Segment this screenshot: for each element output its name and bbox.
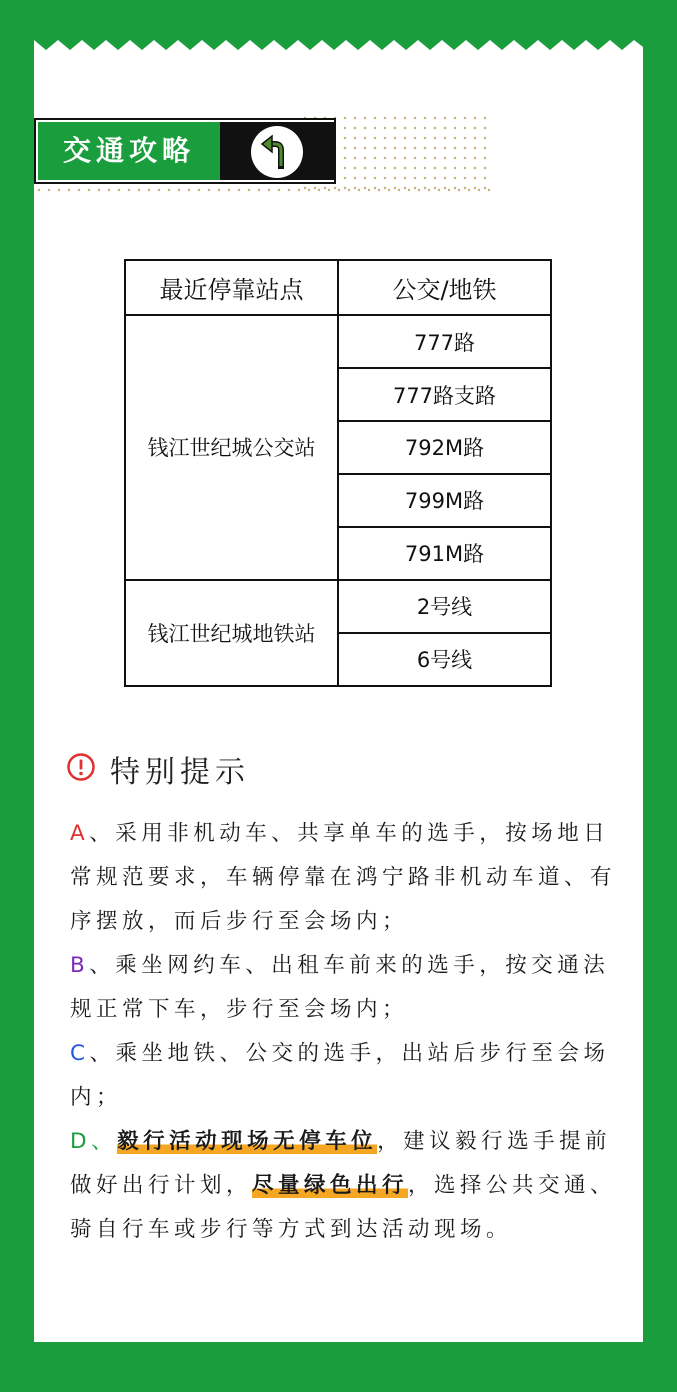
zigzag-edge [34, 40, 643, 54]
highlight-no-parking: 毅行活动现场无停车位 [117, 1129, 378, 1154]
line-cell: 792M路 [338, 421, 551, 474]
tip-letter: B [70, 953, 90, 978]
alert-icon [66, 752, 96, 782]
table-row [125, 580, 551, 633]
highlight-green-travel: 尽量绿色出行 [252, 1173, 409, 1198]
tip-separator: 、 [91, 1129, 118, 1154]
tip-text: ，建议毅行选手提前做好出行计划， [70, 1129, 612, 1198]
tip-text: 、乘坐地铁、公交的选手，出站后步行至会场内； [70, 1041, 610, 1110]
tip-letter: C [70, 1041, 90, 1066]
tip-item-d [70, 1120, 618, 1252]
line-cell: 777路 [338, 315, 551, 368]
tips-list [70, 812, 618, 1252]
tip-letter: A [70, 821, 90, 846]
transit-table [124, 259, 552, 687]
line-cell: 777路支路 [338, 368, 551, 421]
line-cell: 791M路 [338, 527, 551, 580]
table-row [125, 315, 551, 368]
tip-text: 、乘坐网约车、出租车前来的选手，按交通法规正常下车，步行至会场内； [70, 953, 610, 1022]
tips-title: 特别提示 [110, 755, 250, 790]
line-cell: 2号线 [338, 580, 551, 633]
line-cell: 799M路 [338, 474, 551, 527]
dot-pattern-row [34, 185, 490, 195]
tip-text: 、采用非机动车、共享单车的选手，按场地日常规范要求，车辆停靠在鸿宁路非机动车道、有序摆放，而后步行至会场内； [70, 821, 617, 934]
tip-letter: D [70, 1129, 92, 1154]
tip-text: ，选择公共交通、骑自行车或步行等方式到达活动现场。 [70, 1173, 617, 1242]
station-cell: 钱江世纪城地铁站 [125, 580, 338, 686]
section-title: 交通攻略 [38, 122, 220, 180]
table-header-station: 最近停靠站点 [125, 260, 338, 315]
table-header-row [125, 260, 551, 315]
tip-item-b [70, 944, 618, 1032]
table-header-line: 公交/地铁 [338, 260, 551, 315]
station-cell: 钱江世纪城公交站 [125, 315, 338, 580]
tip-item-c [70, 1032, 618, 1120]
line-cell: 6号线 [338, 633, 551, 686]
turn-left-icon [251, 126, 303, 178]
tip-item-a [70, 812, 618, 944]
